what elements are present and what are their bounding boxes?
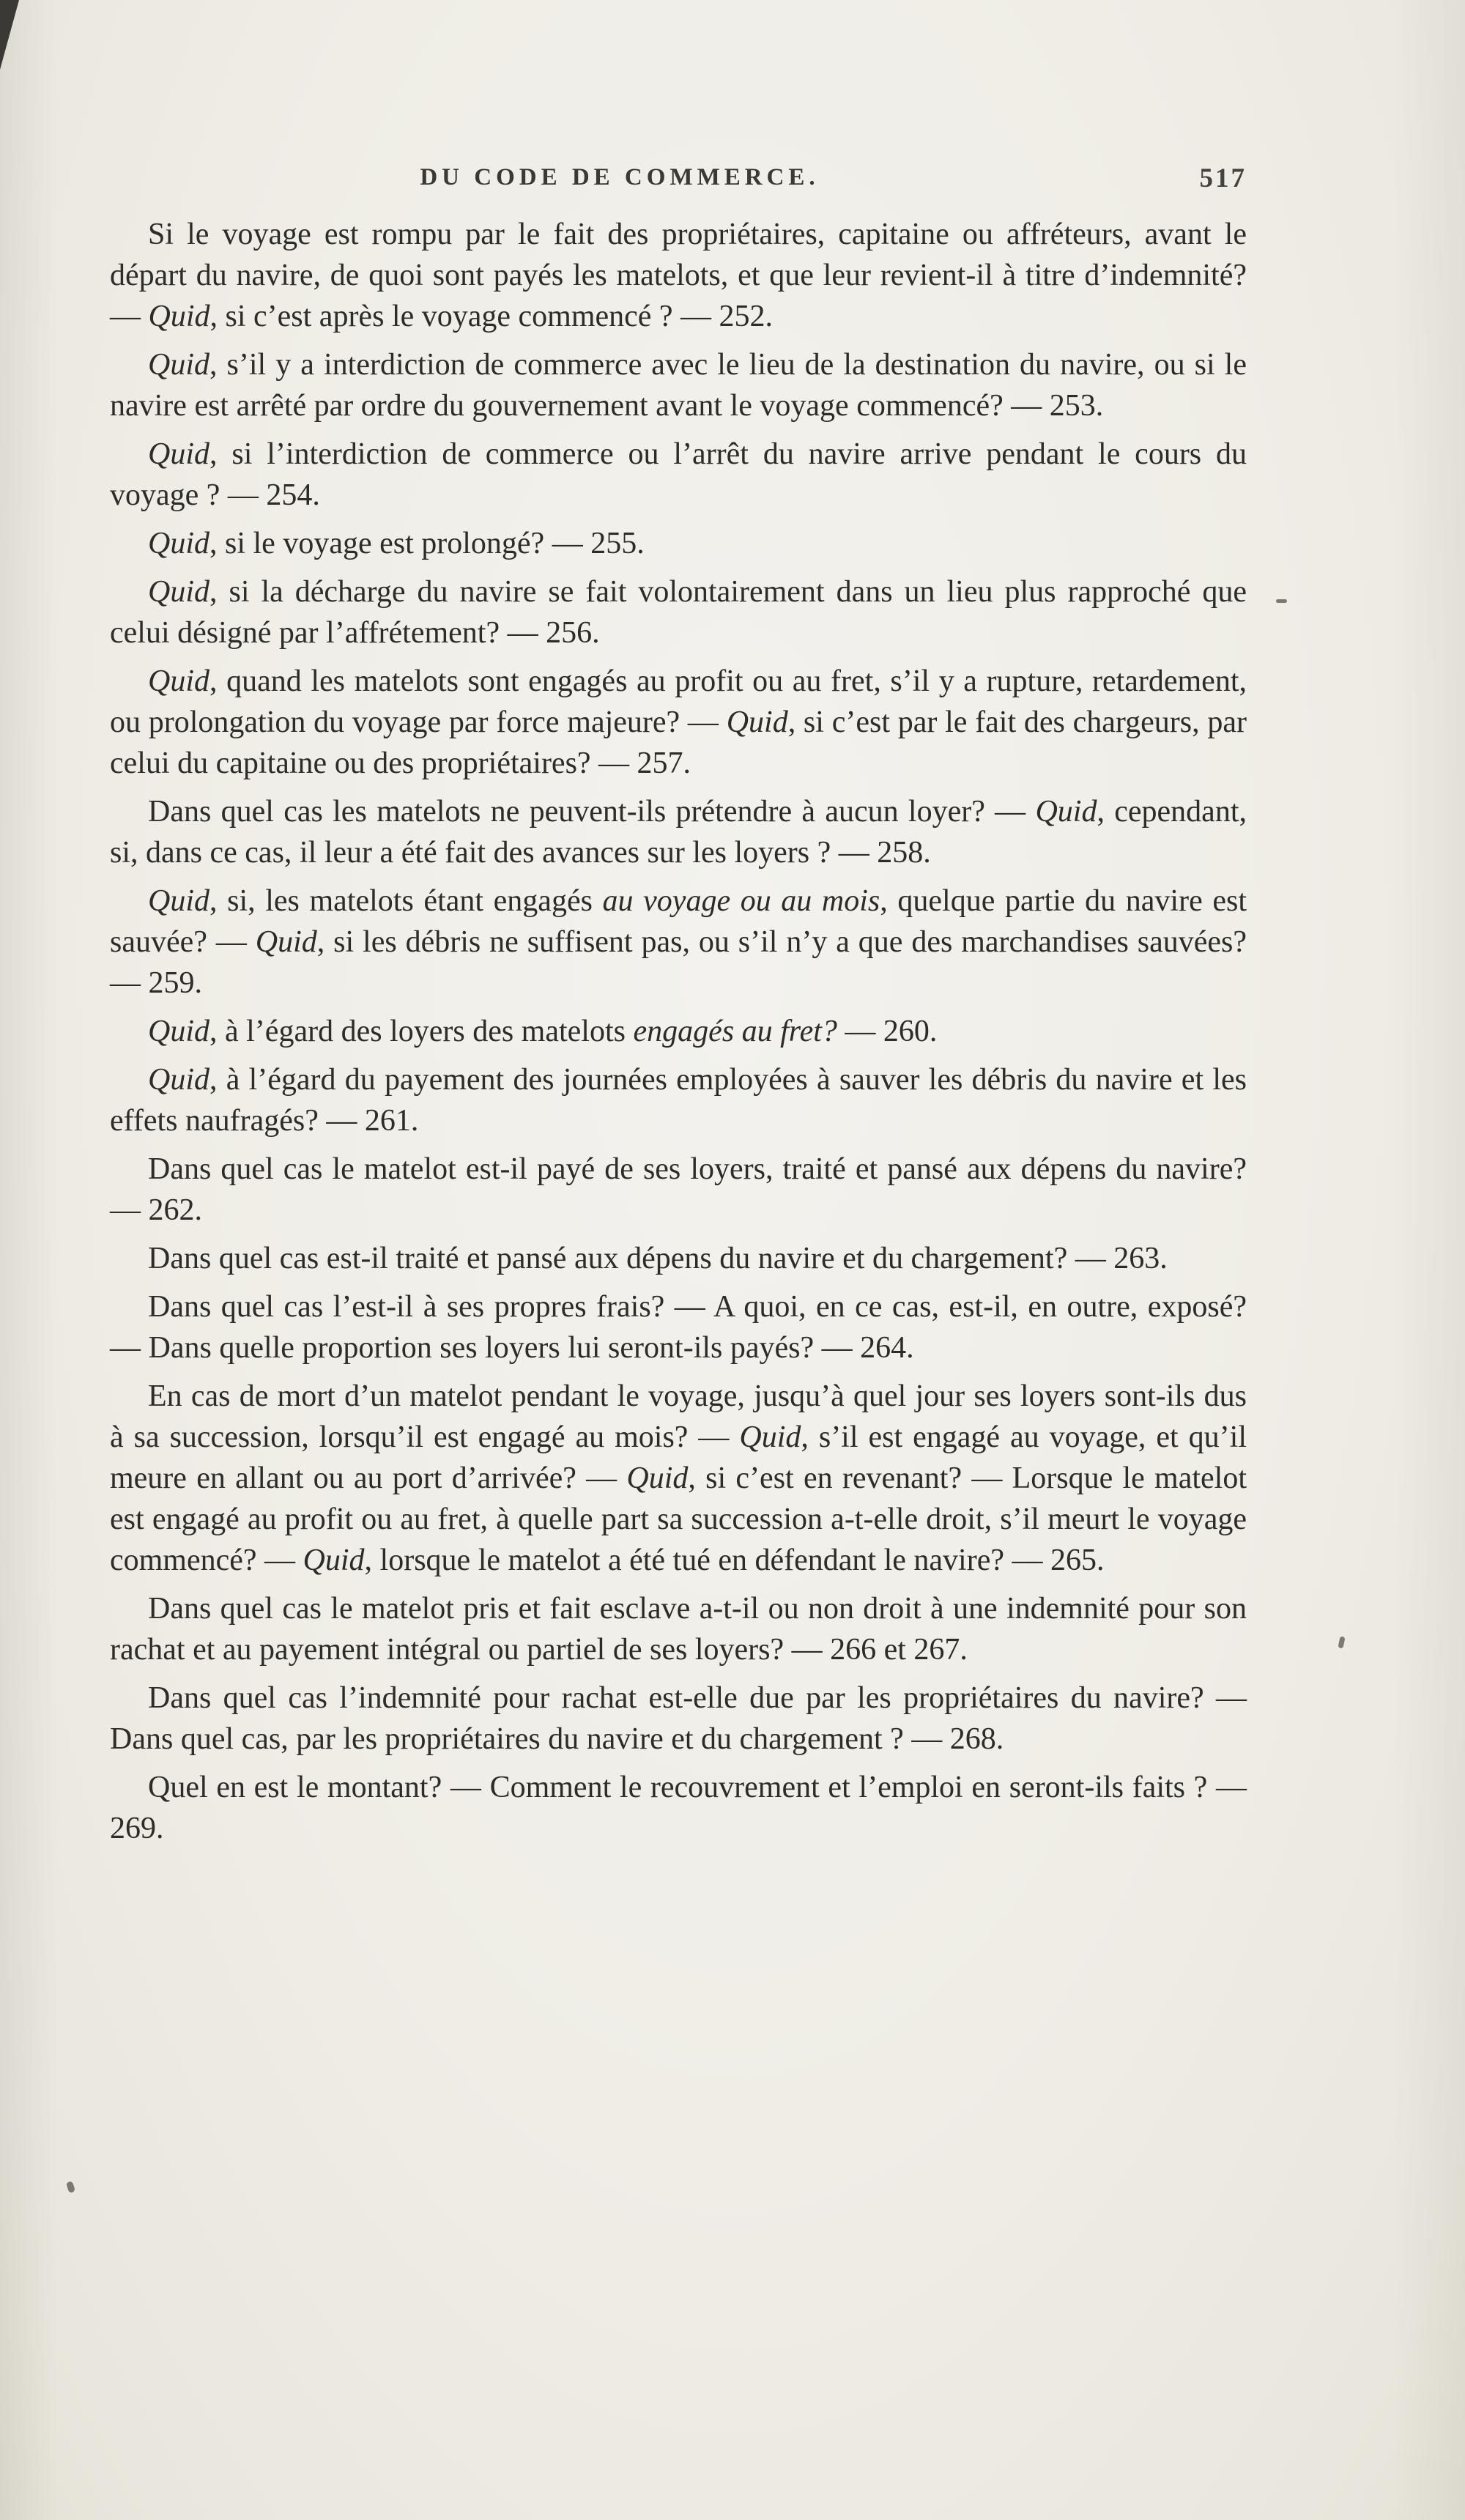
paragraph <box>110 571 1247 653</box>
scan-speck <box>1338 1636 1345 1648</box>
text-block <box>110 214 1247 1856</box>
text-segment: , quand les matelots sont engagés au profit ou au fret, s’il y a rupture, retardement, ou prolongation du voyage par force majeure? — <box>110 664 1247 739</box>
paragraph <box>110 1059 1247 1141</box>
text-segment: , si les débris ne suffisent pas, ou s’il n’y a que des marchandises sauvées? — 259. <box>110 925 1247 1000</box>
text-segment: Quid <box>148 1063 209 1097</box>
text-segment: Quid <box>626 1461 689 1495</box>
text-segment: Quel en est le montant? — Comment le recouvrement et l’emploi en seront-ils faits ? — 269. <box>110 1771 1247 1845</box>
text-segment: , si c’est par le fait des chargeurs, par celui du capitaine ou des propriétaires? — 257. <box>110 705 1247 780</box>
text-segment: Quid <box>303 1544 365 1577</box>
text-segment: Dans quel cas est-il traité et pansé aux dépens du navire et du chargement? — 263. <box>148 1242 1168 1275</box>
text-segment: Quid <box>148 348 209 382</box>
text-segment: Quid <box>148 884 209 918</box>
text-segment: Dans quel cas les matelots ne peuvent-ils prétendre à aucun loyer? — <box>148 795 1036 829</box>
paragraph <box>110 344 1247 426</box>
page-header <box>110 164 1247 196</box>
text-segment: Dans quel cas le matelot est-il payé de ses loyers, traité et pansé aux dépens du navire? — 262. <box>110 1152 1247 1227</box>
paragraph <box>110 214 1247 337</box>
text-segment: engagés au fret? <box>633 1015 837 1048</box>
text-segment: , lorsque le matelot a été tué en défendant le navire? — 265. <box>364 1544 1105 1577</box>
text-segment: Quid <box>148 1015 209 1048</box>
text-segment: , s’il y a interdiction de commerce avec le lieu de la destination du navire, ou si le navire est arrêté par ordre du gouvernement avant le voyage commencé? — 253. <box>110 348 1247 423</box>
paragraph <box>110 1238 1247 1279</box>
text-segment: Quid <box>739 1420 801 1454</box>
text-segment: , si c’est après le voyage commencé ? — 252. <box>209 300 774 333</box>
text-segment: Quid <box>148 664 209 698</box>
text-segment: En cas de mort d’un matelot pendant le voyage, jusqu’à quel jour ses loyers sont-ils dus à sa succession, lorsqu’il est engagé au mois? — <box>110 1379 1247 1454</box>
text-segment: au voyage ou au mois <box>602 884 880 918</box>
paragraph <box>110 1767 1247 1849</box>
paragraph <box>110 1011 1247 1052</box>
text-segment: , si la décharge du navire se fait volontairement dans un lieu plus rapproché que celui désigné par l’affrétement? — 256. <box>110 575 1247 650</box>
paragraph <box>110 1149 1247 1231</box>
text-segment: , si l’interdiction de commerce ou l’arrêt du navire arrive pendant le cours du voyage ? — 254. <box>110 437 1247 512</box>
text-segment: , quelque partie du navire est sauvée? — <box>110 884 1247 959</box>
text-segment: Dans quel cas l’indemnité pour rachat est-elle due par les propriétaires du navire? — Dans quel cas, par les propriétaires du navire et du chargement ? — 268. <box>110 1681 1247 1756</box>
text-segment: , à l’égard du payement des journées employées à sauver les débris du navire et les effets naufragés? — 261. <box>110 1063 1247 1138</box>
paragraph <box>110 881 1247 1004</box>
paragraph <box>110 434 1247 516</box>
text-segment: Quid <box>148 575 209 609</box>
paragraph <box>110 661 1247 784</box>
paragraph <box>110 1588 1247 1670</box>
text-segment: , si le voyage est prolongé? — 255. <box>209 527 645 560</box>
text-segment: Quid <box>255 925 317 959</box>
text-segment: Quid <box>148 527 209 560</box>
text-segment: Quid <box>1035 795 1097 829</box>
paragraph <box>110 1376 1247 1581</box>
text-segment: Dans quel cas l’est-il à ses propres frais? — A quoi, en ce cas, est-il, en outre, exposé? — Dans quelle proportion ses loyers lui seront-ils payés? — 264. <box>110 1290 1247 1365</box>
text-segment: Quid <box>726 705 788 739</box>
scan-edge-artifact <box>0 0 19 70</box>
paragraph <box>110 791 1247 873</box>
text-segment: , s’il est engagé au voyage, et qu’il meure en allant ou au port d’arrivée? — <box>110 1420 1247 1495</box>
text-segment: Quid <box>148 300 210 333</box>
text-segment: Si le voyage est rompu par le fait des propriétaires, capitaine ou affréteurs, avant le départ du navire, de quoi sont payés les matelots, et que leur revient-il à titre d’indemnité? — <box>110 218 1247 333</box>
text-segment: — 260. <box>837 1015 938 1048</box>
text-segment: , cependant, si, dans ce cas, il leur a été fait des avances sur les loyers ? — 258. <box>110 795 1247 870</box>
scan-speck <box>1276 599 1287 603</box>
paragraph <box>110 523 1247 564</box>
text-segment: Dans quel cas le matelot pris et fait esclave a-t-il ou non droit à une indemnité pour son rachat et au payement intégral ou partiel de ses loyers? — 266 et 267. <box>110 1592 1247 1667</box>
text-segment: , si, les matelots étant engagés <box>209 884 603 918</box>
page-number: 517 <box>1199 163 1247 193</box>
running-title: DU CODE DE COMMERCE. <box>420 164 820 190</box>
text-segment: Quid <box>148 437 209 471</box>
scan-speck <box>66 2181 75 2193</box>
paragraph <box>110 1678 1247 1760</box>
text-segment: , si c’est en revenant? — Lorsque le matelot est engagé au profit ou au fret, à quelle part sa succession a-t-elle droit, s’il meurt le voyage commencé? — <box>110 1461 1247 1577</box>
text-segment: , à l’égard des loyers des matelots <box>209 1015 634 1048</box>
paragraph <box>110 1286 1247 1368</box>
